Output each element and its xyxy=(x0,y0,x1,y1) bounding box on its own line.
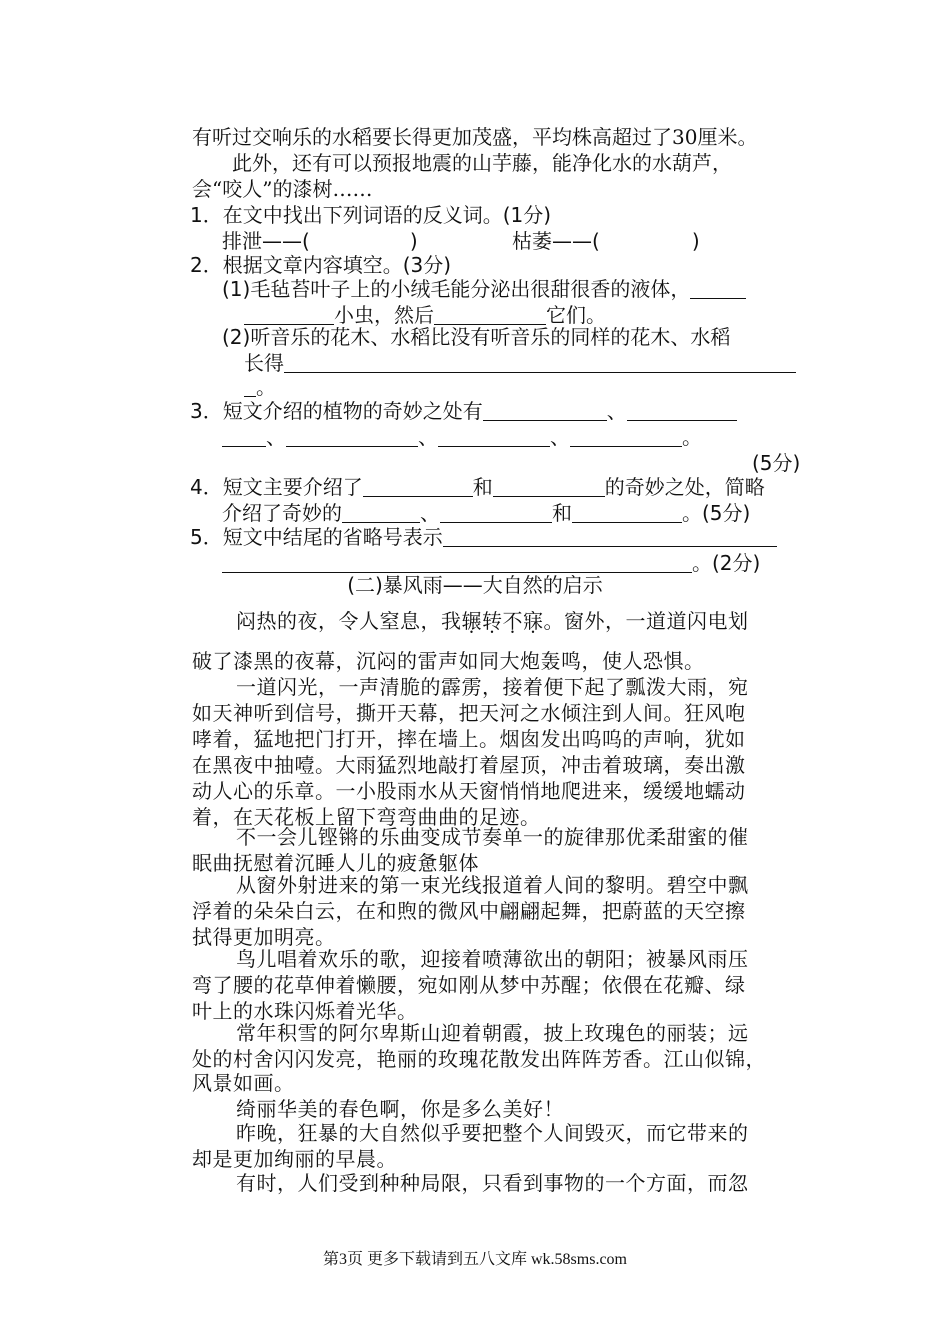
q4-blank-5[interactable] xyxy=(572,502,682,523)
p2-line: 着，在天花板上留下弯弯曲曲的足迹。 xyxy=(192,805,541,829)
question-text: 短文介绍的植物的奇妙之处有 xyxy=(222,399,483,423)
question-1 xyxy=(190,202,551,228)
q4-blank-3[interactable] xyxy=(342,502,420,523)
question-2-part2-line1 xyxy=(222,324,730,350)
question-2-part1-line1 xyxy=(222,276,746,302)
q2-part1-end: 它们。 xyxy=(546,303,606,327)
question-5 xyxy=(190,524,777,550)
period: 。 xyxy=(682,425,702,449)
dotted-char: 不 xyxy=(502,609,523,633)
q5-blank-b[interactable] xyxy=(222,552,692,573)
p1-text-a: 闷热的夜，令人窒息，我 xyxy=(236,609,462,633)
separator: 、 xyxy=(550,425,570,449)
dotted-char: 辗 xyxy=(461,609,482,633)
q3-blank-4[interactable] xyxy=(438,426,550,447)
q2-blank-1a[interactable] xyxy=(690,278,746,299)
p4-line: 从窗外射进来的第一束光线报道着人间的黎明。碧空中飘 xyxy=(236,873,749,897)
p4-line: 拭得更加明亮。 xyxy=(192,925,336,949)
p3-line: 不一会儿铿锵的乐曲变成节奏单一的旋律那优柔甜蜜的催 xyxy=(236,825,749,849)
q2-part1-text: (1)毛毡苔叶子上的小绒毛能分泌出很甜很香的液体， xyxy=(222,277,691,301)
p1-text-b: 。窗外，一道道闪电划 xyxy=(543,609,749,633)
question-3 xyxy=(190,398,737,424)
antonym-1-label: 排泄——( xyxy=(222,229,310,253)
q2-blank-3[interactable] xyxy=(284,352,796,373)
p6-line: 风景如画。 xyxy=(192,1071,295,1095)
dotted-char: 转 xyxy=(482,609,503,633)
q4-text-b: 和 xyxy=(472,475,493,499)
q2-part2-text: (2)听音乐的花木、水稻比没有听音乐的同样的花木、水稻 xyxy=(222,325,731,349)
p2-line: 在黑夜中抽噎。大雨猛烈地敲打着屋顶，冲击着玻璃，奏出激 xyxy=(192,753,746,777)
p6-line: 常年积雪的阿尔卑斯山迎着朝霞，披上玫瑰色的丽装；远 xyxy=(236,1021,749,1045)
q2-blank-2[interactable] xyxy=(434,304,546,325)
question-number: 1． xyxy=(190,203,223,227)
question-2-part2-line2 xyxy=(244,350,796,376)
q5-end: 。(2分) xyxy=(692,551,761,575)
question-2 xyxy=(190,252,451,278)
q2-part2-end: 。 xyxy=(256,375,276,399)
antonym-2-label: 枯萎——( xyxy=(512,229,600,253)
p8-line: 昨晚，狂暴的大自然似乎要把整个人间毁灭，而它带来的 xyxy=(236,1121,749,1145)
passage2-p1-line2: 破了漆黑的夜幕，沉闷的雷声如同大炮轰鸣，使人恐惧。 xyxy=(192,649,705,673)
q4-blank-1[interactable] xyxy=(363,476,473,497)
q4-text-e: 和 xyxy=(552,501,572,525)
p9-line: 有时，人们受到种种局限，只看到事物的一个方面，而忽 xyxy=(236,1171,749,1195)
separator: 、 xyxy=(418,425,438,449)
question-3-line2 xyxy=(222,424,702,450)
p5-line: 鸟儿唱着欢乐的歌，迎接着喷薄欲出的朝阳；被暴风雨压 xyxy=(236,947,749,971)
passage1-line2: 此外，还有可以预报地震的山芋藤，能净化水的水葫芦， xyxy=(232,151,732,175)
question-3-score: (5分) xyxy=(752,451,801,475)
paren-close: ) xyxy=(409,229,418,253)
q3-blank-1[interactable] xyxy=(483,400,607,421)
q2-blank-3-cont[interactable] xyxy=(244,376,256,397)
paren-close: ) xyxy=(691,229,700,253)
separator: 、 xyxy=(420,501,440,525)
q2-part2-label: 长得 xyxy=(244,351,284,375)
q3-blank-5[interactable] xyxy=(570,426,682,447)
p6-line: 处的村舍闪闪发亮，艳丽的玫瑰花散发出阵阵芳香。江山似锦， xyxy=(192,1047,766,1071)
q4-blank-2[interactable] xyxy=(493,476,605,497)
p2-line: 如天神听到信号，撕开天幕，把天河之水倾注到人间。狂风咆 xyxy=(192,701,746,725)
p2-line: 一道闪光，一声清脆的霹雳，接着便下起了瓢泼大雨，宛 xyxy=(236,675,749,699)
p7-line: 绮丽华美的春色啊，你是多么美好！ xyxy=(236,1097,564,1121)
q4-text-a: 短文主要介绍了 xyxy=(222,475,363,499)
q3-blank-2a[interactable] xyxy=(627,400,737,421)
q5-blank-a[interactable] xyxy=(443,526,777,547)
q2-blank-1b[interactable] xyxy=(244,304,334,325)
q4-text-d: 介绍了奇妙的 xyxy=(222,501,342,525)
p3-line: 眠曲抚慰着沉睡人儿的疲惫躯体 xyxy=(192,851,479,875)
q4-blank-4[interactable] xyxy=(440,502,552,523)
p2-line: 动人心的乐章。一小股雨水从天窗悄悄地爬进来，缓缓地蠕动 xyxy=(192,779,746,803)
question-number: 3． xyxy=(190,399,223,423)
q3-blank-3[interactable] xyxy=(286,426,418,447)
passage2-p1-line1 xyxy=(236,608,749,634)
p8-line: 却是更加绚丽的早晨。 xyxy=(192,1147,397,1171)
passage1-line3: 会“咬人”的漆树…… xyxy=(192,177,373,201)
separator: 、 xyxy=(266,425,286,449)
p5-line: 弯了腰的花草伸着懒腰，宛如刚从梦中苏醒；依偎在花瓣、绿 xyxy=(192,973,746,997)
question-2-part2-line3 xyxy=(244,374,276,400)
q4-text-f: 。(5分) xyxy=(682,501,751,525)
question-number: 2． xyxy=(190,253,223,277)
question-4 xyxy=(190,474,765,500)
section-title: (二)暴风雨——大自然的启示 xyxy=(347,573,603,597)
question-text: 根据文章内容填空。(3分) xyxy=(222,253,452,277)
question-text: 在文中找出下列词语的反义词。(1分) xyxy=(222,203,552,227)
q3-blank-2b[interactable] xyxy=(222,426,266,447)
page-footer: 第3页 更多下载请到五八文库 wk.58sms.com xyxy=(322,1251,627,1268)
q5-text: 短文中结尾的省略号表示 xyxy=(222,525,443,549)
question-1-answers xyxy=(222,228,418,254)
p5-line: 叶上的水珠闪烁着光华。 xyxy=(192,999,418,1023)
question-1-answers-b xyxy=(512,228,700,254)
q2-part1-mid: 小虫，然后 xyxy=(334,303,434,327)
passage1-line1: 有听过交响乐的水稻要长得更加茂盛，平均株高超过了30厘米。 xyxy=(192,125,758,149)
p4-line: 浮着的朵朵白云，在和煦的微风中翩翩起舞，把蔚蓝的天空擦 xyxy=(192,899,746,923)
q4-text-c: 的奇妙之处，简略 xyxy=(604,475,765,499)
separator: 、 xyxy=(606,399,627,423)
p2-line: 哮着，猛地把门打开，摔在墙上。烟囱发出呜呜的声响，犹如 xyxy=(192,727,746,751)
question-number: 5． xyxy=(190,525,223,549)
question-4-line2 xyxy=(222,500,750,526)
question-number: 4． xyxy=(190,475,223,499)
dotted-char: 寐 xyxy=(523,609,544,633)
